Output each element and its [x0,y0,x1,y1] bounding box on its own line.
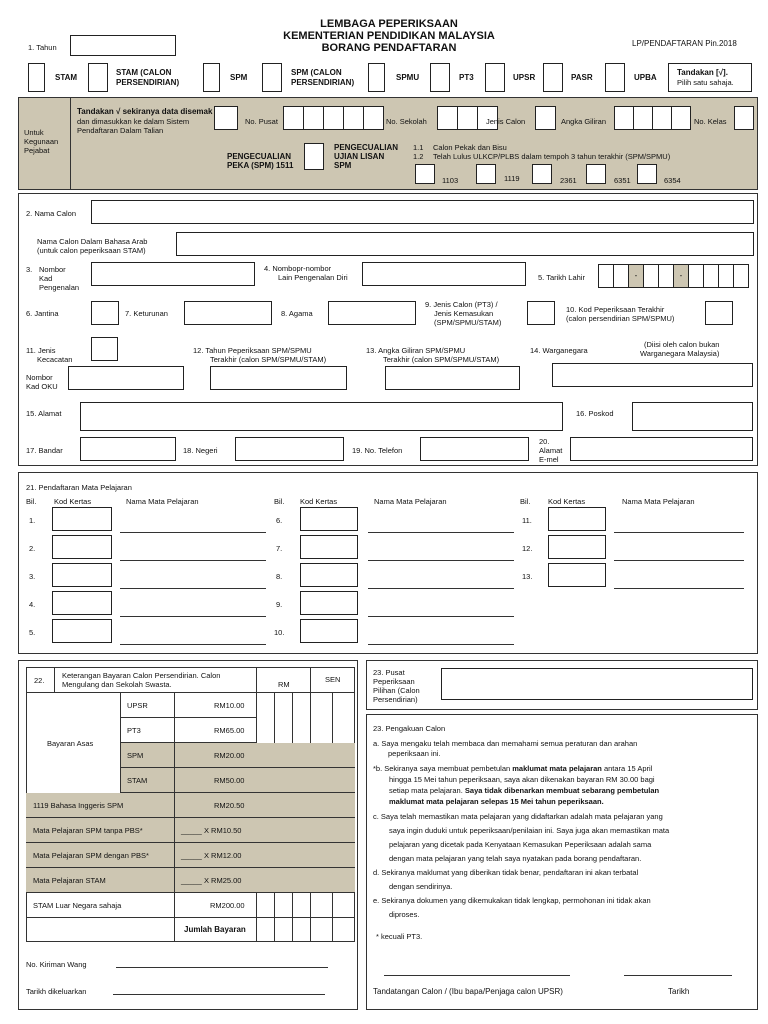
pengakuan-b-1b: maklumat mata pelajaran [512,764,602,773]
subject-name-line[interactable] [368,560,514,561]
exam-pt3-label: PT3 [459,73,474,82]
kod-header-3: Kod Kertas [548,497,586,506]
fee-row-name: PT3 [127,726,141,735]
tarikh-dikeluarkan-label: Tarikh dikeluarkan [26,987,87,996]
subject-kod-input[interactable] [548,563,606,587]
tahun-input[interactable] [70,35,176,56]
pengakuan-title: 23. Pengakuan Calon [373,724,446,733]
kod-terakhir-input[interactable] [705,301,733,325]
tahun-terakhir-label-2: Terakhir (calon SPM/SPMU/STAM) [210,355,327,364]
subject-row-number: 4. [29,600,36,609]
exam-spmu-label: SPMU [396,73,420,82]
pengakuan-note: * kecuali PT3. [376,932,423,941]
nama-header-2: Nama Mata Pelajaran [374,497,447,506]
arab-label-1: Nama Calon Dalam Bahasa Arab [37,237,148,246]
subject-row-number: 9. [276,600,283,609]
fee-line-amount: _____ X RM10.50 [181,826,242,835]
payment-title-1: Keterangan Bayaran Calon Persendirian. Calon [62,671,221,680]
fee-row-name: STAM [127,776,148,785]
lisan-title-3: SPM [334,161,352,170]
pusat-label-1: 23. Pusat [373,668,405,677]
jenis-kemasukan-input[interactable] [527,301,555,325]
fee-line-divider [174,793,175,942]
wang-input[interactable] [116,967,328,968]
subject-row-number: 8. [276,572,283,581]
fee-name-divider [174,693,175,793]
lain-label-2: Lain Pengenalan Diri [278,273,348,282]
signature-line[interactable] [384,975,570,976]
poskod-label: 16. Poskod [576,409,614,418]
subject-row-number: 1. [29,516,36,525]
exam-pasr-label: PASR [571,73,593,82]
pengakuan-e-1: e. Sekiranya dokumen yang dikemukakan tidak lengkap, permohonan ini tidak akan [373,896,651,905]
exam-spm-label: SPM [230,73,248,82]
jenis-calon-box[interactable] [535,106,556,130]
peka-title-1: PENGECUALIAN [227,152,292,161]
pengakuan-e-2: diproses. [389,910,420,919]
code-1103-label: 1103 [442,176,459,185]
ag-terakhir-label-1: 13. Angka Giliran SPM/SPMU [366,346,466,355]
angka-giliran-boxes[interactable] [614,106,690,130]
pengakuan-b-3 [389,786,659,795]
office-tandakan-3: Pendaftaran Dalam Talian [77,126,164,135]
pusat-label-3: Pilihan (Calon [373,686,420,695]
code-1119-label: 1119 [504,174,520,183]
email-label-3: E-mel [539,455,559,464]
tarikh-lahir-boxes[interactable] [598,264,754,288]
lisan-title-2: UJIAN LISAN [334,152,385,161]
nama-header-1: Nama Mata Pelajaran [126,497,199,506]
tahun-label: 1. Tahun [28,43,57,52]
keturunan-input[interactable] [184,301,272,325]
email-input[interactable] [570,437,753,461]
exam-pt3-checkbox[interactable] [430,63,450,92]
poskod-input[interactable] [632,402,753,431]
warga-label: 14. Warganegara [530,346,588,355]
subject-name-line[interactable] [614,532,744,533]
exam-stam-persendirian-checkbox[interactable] [88,63,108,92]
signature-date-line[interactable] [624,975,732,976]
fee-line-amount: _____ X RM12.00 [181,851,242,860]
pengakuan-b-2: hingga 15 Mei tahun peperiksaan, saya akan dikenakan bayaran RM 30.00 bagi [389,775,655,784]
ministry-title: KEMENTERIAN PENDIDIKAN MALAYSIA [283,30,495,42]
warga-note-1: (Diisi oleh calon bukan [644,340,720,349]
pengakuan-c-2: saya ingin duduki untuk peperiksaan/penilaian ini. Saya juga akan memastikan mata [389,826,670,835]
code-6351-checkbox[interactable] [586,164,606,184]
code-1119-checkbox[interactable] [476,164,496,184]
pengakuan-b-1c: antara 15 April [601,764,653,773]
code-1103-checkbox[interactable] [415,164,435,184]
pengakuan-b-1a: *b. Sekiranya saya membuat pembetulan [373,764,513,773]
office-tandakan: Tandakan √ sekiranya data disemak [77,107,213,116]
lisan-title-1: PENGECUALIAN [334,143,399,152]
subject-name-line[interactable] [368,532,514,533]
subject-row-number: 12. [522,544,533,553]
jenis-calon-label: Jenis Calon [486,117,526,126]
subject-row-number: 2. [29,544,36,553]
no-pusat-label: No. Pusat [245,117,278,126]
fee-row-amount: RM20.00 [214,751,245,760]
nama-label: 2. Nama Calon [26,209,77,218]
payment-no: 22. [34,676,45,685]
subject-name-line[interactable] [120,588,266,589]
tarikh-lahir-label: 5. Tarikh Lahir [538,273,585,282]
warga-note-2: Warganegara Malaysia) [640,349,720,358]
payment-title-2: Mengulang dan Sekolah Swasta. [62,680,172,689]
pengakuan-a-2: peperiksaan ini. [388,749,441,758]
fee-row-amount: RM50.00 [214,776,245,785]
warga-input[interactable] [552,363,753,387]
oku-input[interactable] [68,366,184,390]
nokp-label-3: Kad [39,274,53,283]
subjects-title: 21. Pendaftaran Mata Pelajaran [26,483,132,492]
jantina-input[interactable] [91,301,119,325]
nama-input[interactable] [91,200,754,224]
pusat-label-4: Persendirian) [373,695,418,704]
kod-header-1: Kod Kertas [54,497,92,506]
note-12-num: 1.2 [413,152,424,161]
kecacatan-label-2: Kecacatan [37,355,73,364]
fee-line-amount: RM200.00 [210,901,245,910]
pusat-label-2: Peperiksaan [373,677,415,686]
exam-upsr-checkbox[interactable] [485,63,505,92]
no-kelas-box[interactable] [734,106,754,130]
fee-line-name: STAM Luar Negara sahaja [33,901,122,910]
agama-input[interactable] [328,301,416,325]
exam-spm-checkbox[interactable] [203,63,220,92]
subject-name-line[interactable] [120,560,266,561]
rm-header: RM [278,680,290,689]
exam-spmu-checkbox[interactable] [368,63,385,92]
arab-label-2: (untuk calon peperiksaan STAM) [37,246,146,255]
exam-stam-checkbox[interactable] [28,63,45,92]
subject-row-number: 7. [276,544,283,553]
bi-row-amount: RM20.50 [214,801,245,810]
pusat-input[interactable] [441,668,753,700]
pilih-text: Pilih satu sahaja. [677,78,734,87]
ag-terakhir-label-2: Terakhir (calon SPM/SPMU/STAM) [383,355,500,364]
angka-giliran-label: Angka Giliran [561,117,607,126]
subject-name-line[interactable] [120,644,266,645]
subject-row-number: 3. [29,572,36,581]
subject-kod-input[interactable] [52,591,112,615]
no-sekolah-label: No. Sekolah [386,117,427,126]
date-dash-1: - [628,264,644,288]
subject-kod-input[interactable] [52,563,112,587]
bil-header-1: Bil. [26,497,37,506]
pengakuan-c-4: dengan mata pelajaran yang telah saya nyatakan pada borang pendaftaran. [389,854,642,863]
pengakuan-b-3a: setiap mata pelajaran. [389,786,465,795]
jenis-label-2: Jenis Kemasukan [434,309,494,318]
wang-label: No. Kiriman Wang [26,960,87,969]
bil-header-2: Bil. [274,497,285,506]
subject-kod-input[interactable] [300,591,358,615]
exam-spm-persendirian-label: SPM (CALON PERSENDIRIAN) [291,68,355,87]
subject-name-line[interactable] [368,616,514,617]
form-title: BORANG PENDAFTARAN [321,42,457,54]
subject-row-number: 5. [29,628,36,637]
subject-name-line[interactable] [614,560,744,561]
bil-header-3: Bil. [520,497,531,506]
subject-kod-input[interactable] [548,507,606,531]
subject-kod-input[interactable] [548,535,606,559]
nokp-label-2: Nombor [39,265,66,274]
oku-label-2: Kad OKU [26,382,58,391]
exam-upba-label: UPBA [634,73,657,82]
exam-pasr-checkbox[interactable] [543,63,563,92]
kod-terakhir-label-1: 10. Kod Peperiksaan Terakhir [566,305,665,314]
fee-line-amount: _____ X RM25.00 [181,876,242,885]
negeri-input[interactable] [235,437,344,461]
fee-line-name: Mata Pelajaran STAM [33,876,106,885]
telefon-label: 19. No. Telefon [352,446,403,455]
jumlah-bayaran-label: Jumlah Bayaran [184,925,246,934]
sen-header: SEN [325,675,341,684]
org-title: LEMBAGA PEPERIKSAAN [320,18,458,30]
subject-kod-input[interactable] [52,535,112,559]
signature-date-label: Tarikh [668,987,690,996]
kod-terakhir-label-2: (calon persendirian SPM/SPMU) [566,314,675,323]
pengakuan-d-1: d. Sekiranya maklumat yang diberikan tidak benar, pendaftaran ini akan terbatal [373,868,639,877]
lain-label-1: 4. Nombopr-nombor [264,264,332,273]
kod-header-2: Kod Kertas [300,497,338,506]
exam-upsr-label: UPSR [513,73,536,82]
note-12-text: Telah Lulus ULKCP/PLBS dalam tempoh 3 tahun terakhir (SPM/SPMU) [433,152,671,161]
exam-stam-label: STAM [55,73,78,82]
ag-terakhir-input[interactable] [385,366,520,390]
negeri-label: 18. Negeri [183,446,218,455]
office-tandakan-2: dan dimasukkan ke dalam Sistem [77,117,190,126]
pengakuan-a-1: a. Saya mengaku telah membaca dan memahami semua peraturan dan arahan [373,739,638,748]
tandakan-text: Tandakan [√]. [677,68,728,77]
pengakuan-c-1: c. Saya telah memastikan mata pelajaran yang didaftarkan adalah mata pelajaran yang [373,812,663,821]
exam-upba-checkbox[interactable] [605,63,625,92]
email-label-1: 20. [539,437,550,446]
email-label-2: Alamat [539,446,563,455]
subject-row-number: 10. [274,628,285,637]
alamat-input[interactable] [80,402,563,431]
pengakuan-b-4: maklumat mata pelajaran selepas 15 Mei tahun peperiksaan. [389,797,604,806]
tandakan-instruction-box [668,63,752,92]
code-2361-label: 2361 [560,176,577,185]
tahun-terakhir-input[interactable] [210,366,347,390]
subject-name-line[interactable] [368,588,514,589]
jenis-label-1: 9. Jenis Calon (PT3) / [425,300,498,309]
code-6351-label: 6351 [614,176,631,185]
fee-row-amount: RM10.00 [214,701,245,710]
tarikh-dikeluarkan-input[interactable] [113,994,325,995]
bandar-input[interactable] [80,437,176,461]
telefon-input[interactable] [420,437,529,461]
note-11-num: 1.1 [413,143,424,152]
peka-title-2: PEKA (SPM) 1511 [227,161,294,170]
subject-row-number: 13. [522,572,533,581]
code-6354-checkbox[interactable] [637,164,657,184]
note-11-text: Calon Pekak dan Bisu [433,143,507,152]
bayaran-asas-label: Bayaran Asas [47,739,94,748]
exam-spm-persendirian-checkbox[interactable] [262,63,282,92]
lain-input[interactable] [362,262,526,286]
oku-label-1: Nombor [26,373,53,382]
nama-arab-input[interactable] [176,232,754,256]
subject-name-line[interactable] [120,532,266,533]
fee-row-name: UPSR [127,701,148,710]
subject-kod-input[interactable] [300,535,358,559]
kecacatan-label-1: 11. Jenis [26,346,56,355]
kecacatan-input[interactable] [91,337,118,361]
nama-header-3: Nama Mata Pelajaran [622,497,695,506]
subject-name-line[interactable] [368,644,514,645]
subject-kod-input[interactable] [52,507,112,531]
no-kelas-label: No. Kelas [694,117,727,126]
pengakuan-c-3: pelajaran yang dicetak pada Kenyataan Kemasukan Peperiksaan adalah sama [389,840,652,849]
subject-row-number: 11. [522,516,532,525]
office-check-box[interactable] [214,106,238,130]
peka-checkbox[interactable] [304,143,324,170]
form-code: LP/PENDAFTARAN Pin.2018 [632,39,737,48]
fee-line-name: Mata Pelajaran SPM dengan PBS* [33,851,149,860]
fee-line-name: Mata Pelajaran SPM tanpa PBS* [33,826,143,835]
fee-row-name: SPM [127,751,144,760]
office-divider [70,97,71,190]
bandar-label: 17. Bandar [26,446,63,455]
subject-row-number: 6. [276,516,283,525]
tahun-terakhir-label-1: 12. Tahun Peperiksaan SPM/SPMU [193,346,312,355]
date-dash-2: - [673,264,689,288]
subject-kod-input[interactable] [52,619,112,643]
office-side-label: Untuk Kegunaan Pejabat [24,128,59,155]
fee-row-amount: RM65.00 [214,726,245,735]
nokp-input[interactable] [91,262,255,286]
pengakuan-d-2: dengan sendirinya. [389,882,453,891]
jantina-label: 6. Jantina [26,309,59,318]
alamat-label: 15. Alamat [26,409,62,418]
code-2361-checkbox[interactable] [532,164,552,184]
subject-kod-input[interactable] [300,619,358,643]
bi-row-name: 1119 Bahasa Inggeris SPM [33,801,124,810]
keturunan-label: 7. Keturunan [125,309,168,318]
pengakuan-b-3b: Saya tidak dibenarkan membuat sebarang pembetulan [464,786,660,795]
subject-kod-input[interactable] [300,507,358,531]
nokp-label-4: Pengenalan [39,283,80,292]
subject-kod-input[interactable] [300,563,358,587]
nokp-label-1: 3. [26,265,33,274]
no-pusat-boxes[interactable] [283,106,383,130]
subject-name-line[interactable] [120,616,266,617]
signature-label: Tandatangan Calon / (Ibu bapa/Penjaga calon UPSR) [373,987,563,996]
subject-name-line[interactable] [614,588,744,589]
code-6354-label: 6354 [664,176,681,185]
pengakuan-b-1 [373,764,652,773]
exam-stam-persendirian-label: STAM (CALON PERSENDIRIAN) [116,68,180,87]
jenis-label-3: (SPM/SPMU/STAM) [434,318,502,327]
agama-label: 8. Agama [281,309,313,318]
